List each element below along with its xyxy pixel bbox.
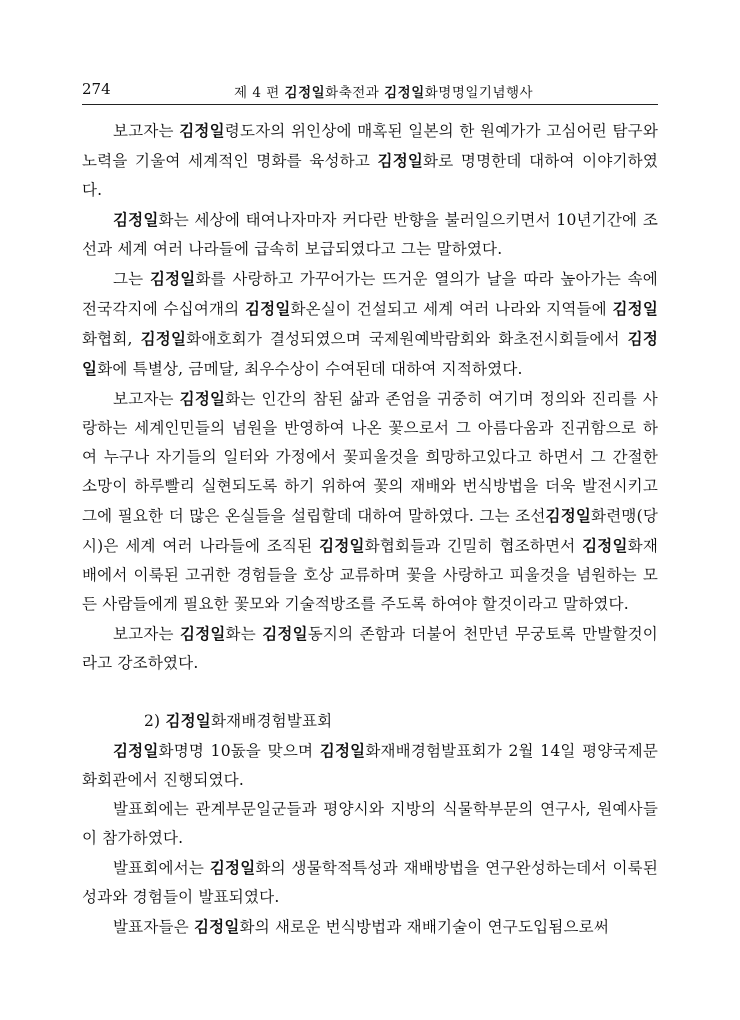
paragraph-7: 발표회에는 관계부문일군들과 평양시와 지방의 식물학부문의 연구사, 원예사들이 참가하였다. [82,800,658,847]
section-gap [82,678,658,706]
section-heading: 2) 김정일화재배경험발표회 [144,711,333,730]
body-text [82,116,658,942]
paragraph-8: 발표회에서는 김정일화의 생물학적특성과 재배방법을 연구완성하는데서 이룩된 성과와 경험들이 발표되였다. [82,858,658,906]
paragraph-5: 보고자는 김정일화는 김정일동지의 존함과 더불어 천만년 무궁토록 만발할것이라고 강조하였다. [82,624,658,672]
paragraph-6: 김정일화명명 10돐을 맞으며 김정일화재배경험발표회가 2월 14일 평양국제문화회관에서 진행되였다. [82,741,658,789]
paragraph-4: 보고자는 김정일화는 인간의 참된 삶과 존엄을 귀중히 여기며 정의와 진리를 사랑하는 세계인민들의 념원을 반영하여 나온 꽃으로서 그 아름다움과 진귀함으로 하여 누구나 자기들의 일터와 가정에서 꽃피울것을 희망하고있다고 하면서 그 간절한 소망이 하루빨리 실현되도록 하기 위하여 꽃의 재배와 번식방법을 더욱 발전시키고 그에 필요한 더 많은 온실들을 설립할데 대하여 말하였다. 그는 조선김정일화련맹(당시)은 세계 여러 나라들에 조직된 김정일화협회들과 긴밀히 협조하면서 김정일화재배에서 이룩된 고귀한 경험들을 호상 교류하며 꽃을 사랑하고 피울것을 념원하는 모든 사람들에게 필요한 꽃모와 기술적방조를 주도록 하여야 할것이라고 말하였다. [82,389,658,613]
paragraph-3: 그는 김정일화를 사랑하고 가꾸어가는 뜨거운 열의가 날을 따라 높아가는 속에 전국각지에 수십여개의 김정일화온실이 건설되고 세계 여러 나라와 지역들에 김정일화협회, 김정일화애호회가 결성되였으며 국제원예박람회와 화초전시회들에서 김정일화에 특별상, 금메달, 최우수상이 수여된데 대하여 지적하였다. [82,269,658,378]
paragraph-2: 김정일화는 세상에 태여나자마자 커다란 반향을 불러일으키면서 10년기간에 조선과 세계 여러 나라들에 급속히 보급되였다고 그는 말하였다. [82,210,658,258]
page-header [82,78,658,105]
page-number: 274 [82,80,111,98]
paragraph-9: 발표자들은 김정일화의 새로운 번식방법과 재배기술이 연구도입됨으로써 [113,917,610,936]
running-header-title: 제 4 편 김정일화축전과 김정일화명명일기념행사 [234,85,534,101]
paragraph-1: 보고자는 김정일령도자의 위인상에 매혹된 일본의 한 원예가가 고심어린 탐구와 노력을 기울여 세계적인 명화를 육성하고 김정일화로 명명한데 대하여 이야기하였다. [82,121,659,199]
